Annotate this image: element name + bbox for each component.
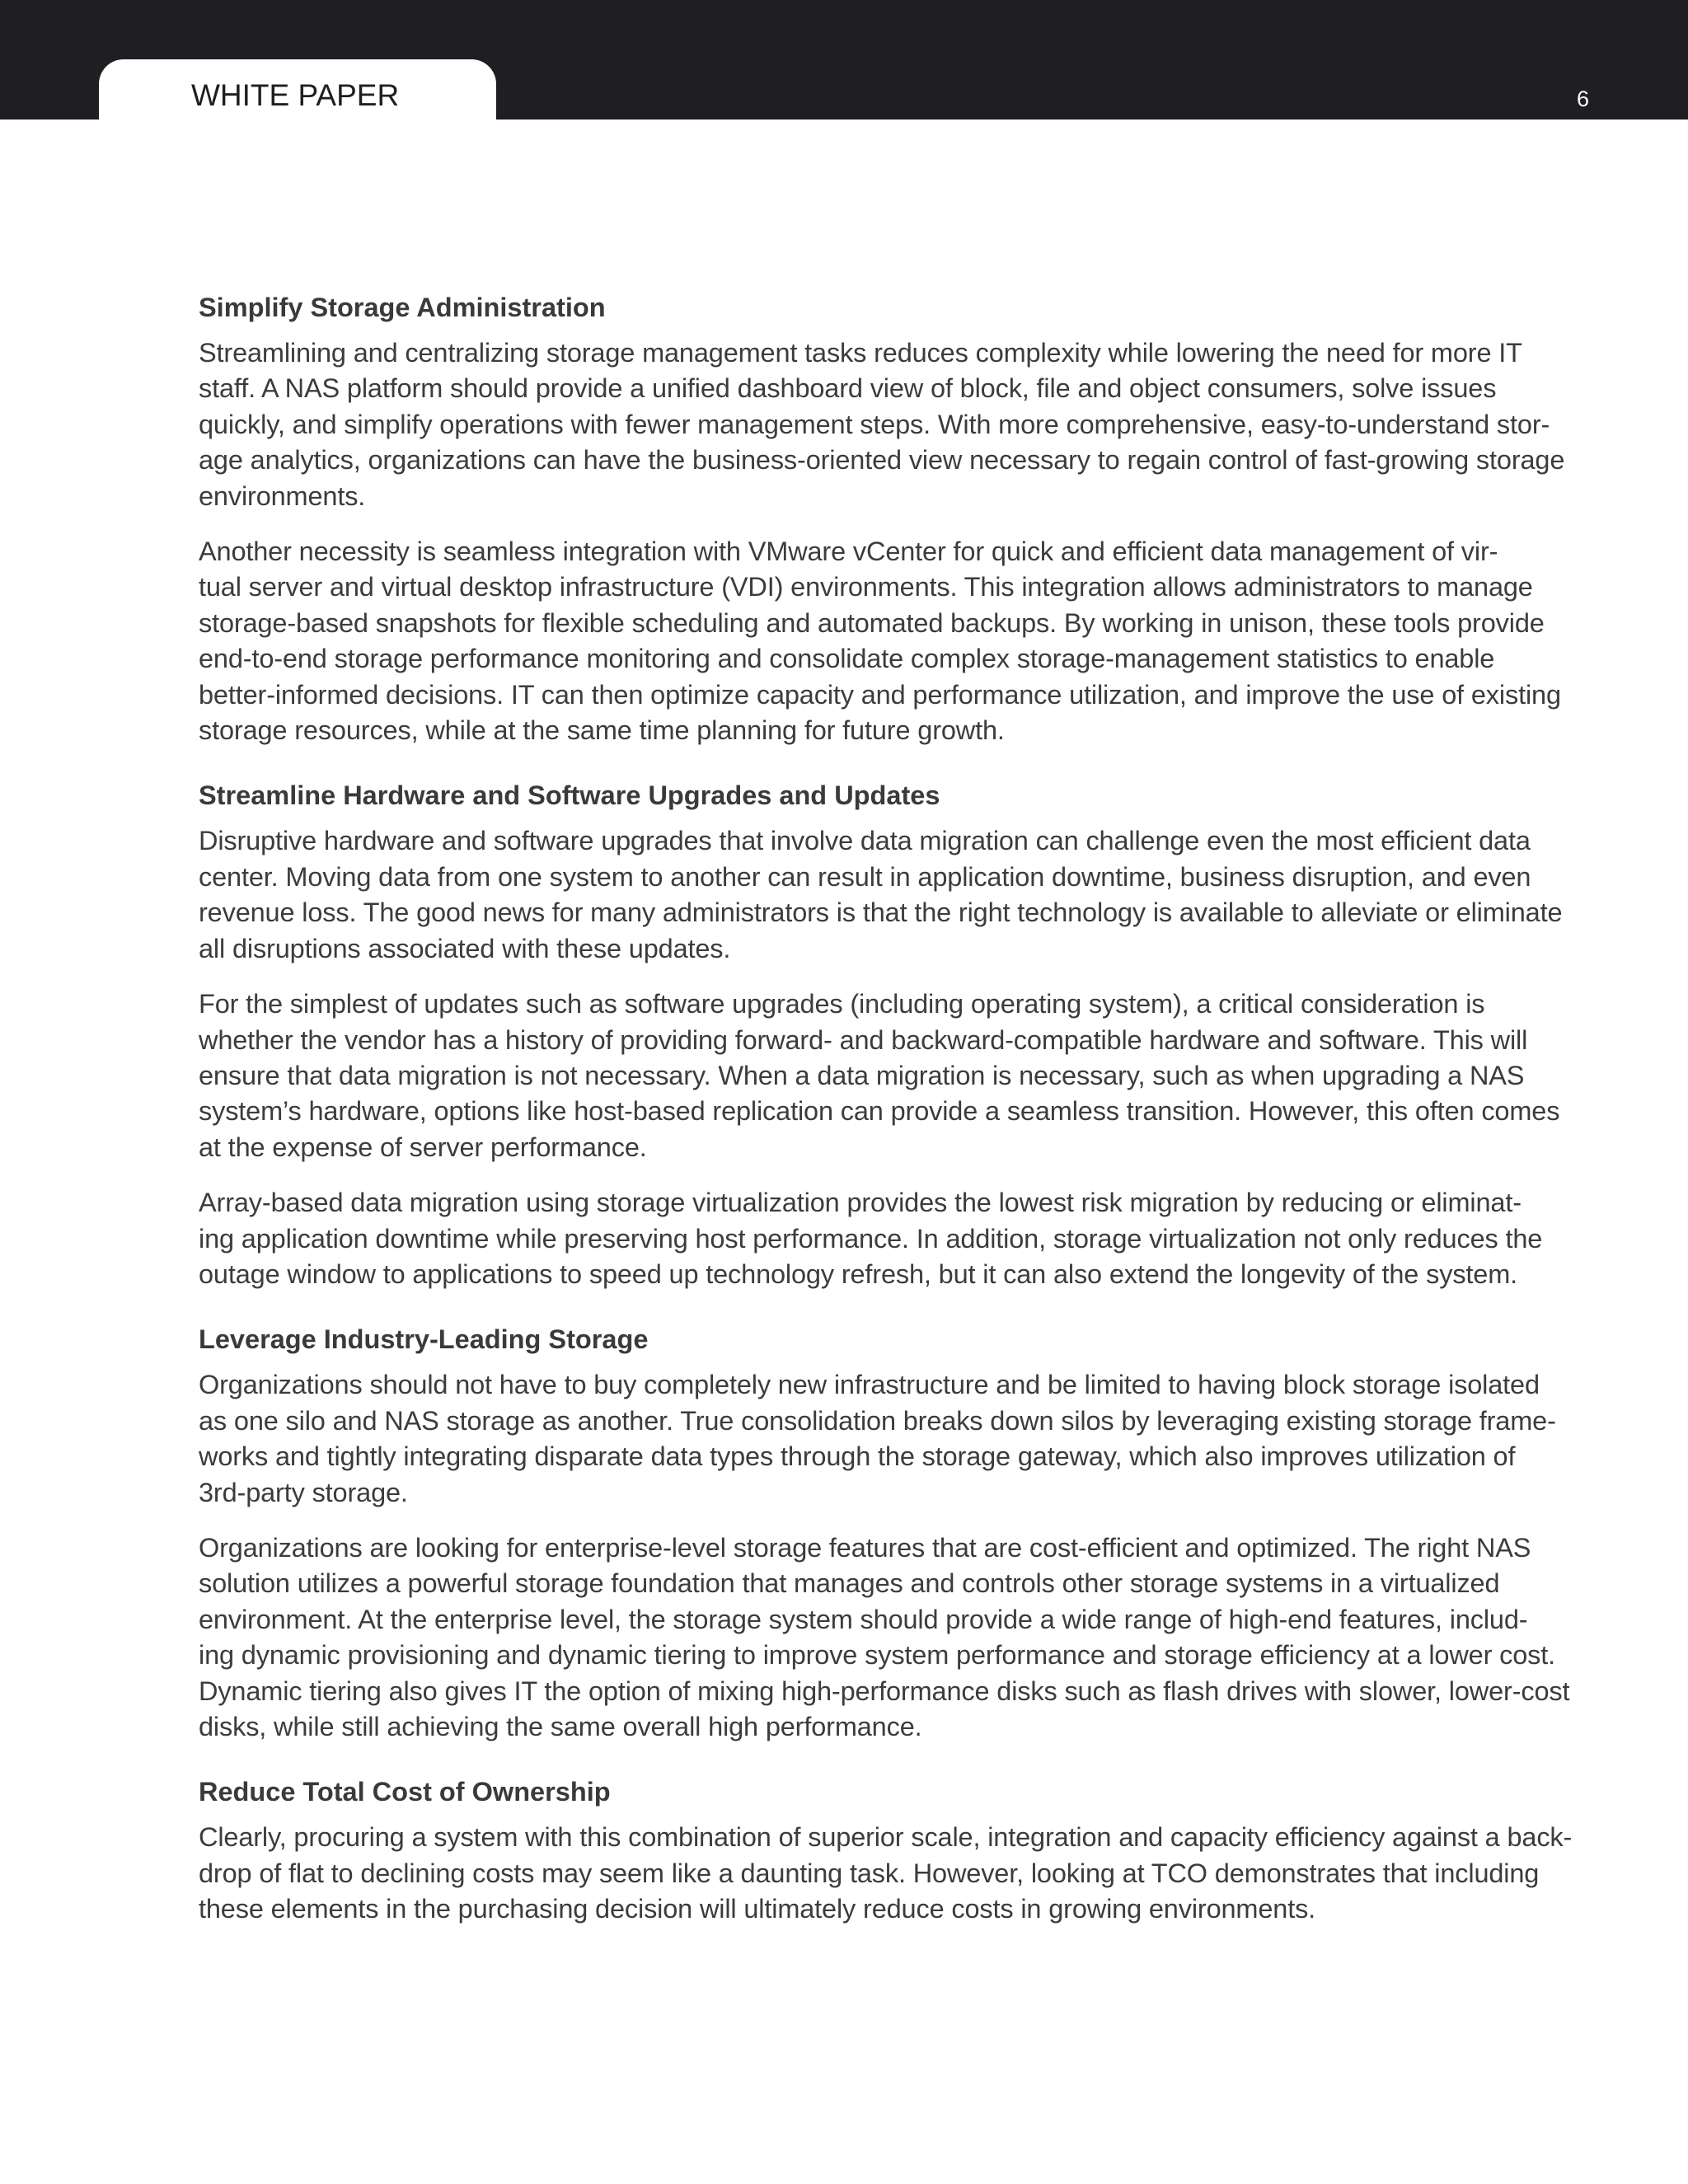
section-heading: Simplify Storage Administration (199, 293, 606, 322)
text-line: whether the vendor has a history of providing forward- and backward-compatible hardware and software. This will (199, 1024, 1528, 1055)
text-line: Dynamic tiering also gives IT the option of mixing high-performance disks such as flash drives with slower, lower-cost (199, 1675, 1570, 1706)
text-line: Array-based data migration using storage virtualization provides the lowest risk migration by reducing or eliminat- (199, 1188, 1522, 1218)
section-heading: Streamline Hardware and Software Upgrades and Updates (199, 780, 940, 811)
header-tab (99, 59, 496, 120)
paragraph (199, 987, 1583, 1165)
text-line: staff. A NAS platform should provide a unified dashboard view of block, file and object consumers, solve issues (199, 373, 1497, 404)
text-line: ing dynamic provisioning and dynamic tiering to improve system performance and storage efficiency at a lower cost. (199, 1640, 1556, 1671)
text-line: center. Moving data from one system to another can result in application downtime, business disruption, and even (199, 861, 1531, 892)
text-line: storage-based snapshots for flexible scheduling and automated backups. By working in unison, these tools provide (199, 607, 1545, 638)
section-heading: Leverage Industry-Leading Storage (199, 1324, 649, 1355)
document-type-label: WHITE PAPER (191, 78, 400, 112)
text-line: Organizations should not have to buy completely new infrastructure and be limited to having block storage isolated (199, 1370, 1540, 1400)
text-line: end-to-end storage performance monitoring and consolidate complex storage-management statistics to enable (199, 644, 1495, 674)
text-line: solution utilizes a powerful storage foundation that manages and controls other storage systems in a virtualized (199, 1568, 1500, 1599)
text-line: works and tightly integrating disparate data types through the storage gateway, which also improves utilization of (199, 1441, 1516, 1472)
section-heading: Reduce Total Cost of Ownership (199, 1777, 611, 1807)
text-line: drop of flat to declining costs may seem like a daunting task. However, looking at TCO demonstrates that including (199, 1858, 1540, 1888)
paragraph (199, 1820, 1583, 1927)
text-line: as one silo and NAS storage as another. True consolidation breaks down silos by leveraging existing storage frame- (199, 1405, 1556, 1436)
text-line: tual server and virtual desktop infrastructure (VDI) environments. This integration allows administrators to manage (199, 572, 1533, 602)
text-line: 3rd-party storage. (199, 1477, 408, 1507)
header-bar (0, 0, 1688, 120)
document-body (199, 290, 1583, 1928)
text-line: Another necessity is seamless integration with VMware vCenter for quick and efficient data management of vir- (199, 537, 1498, 567)
text-line: environments. (199, 480, 366, 511)
paragraph (199, 823, 1583, 967)
text-line: these elements in the purchasing decision will ultimately reduce costs in growing environments. (199, 1894, 1316, 1924)
text-line: storage resources, while at the same time planning for future growth. (199, 715, 1005, 746)
text-line: ing application downtime while preserving host performance. In addition, storage virtualization not only reduces the (199, 1223, 1543, 1254)
paragraph (199, 1185, 1583, 1292)
text-line: disks, while still achieving the same overall high performance. (199, 1712, 922, 1741)
text-line: at the expense of server performance. (199, 1132, 647, 1162)
text-line: all disruptions associated with these updates. (199, 933, 731, 963)
text-line: Clearly, procuring a system with this combination of superior scale, integration and capacity efficiency against a back- (199, 1822, 1573, 1853)
text-line: better-informed decisions. IT can then optimize capacity and performance utilization, and improve the use of existing (199, 679, 1561, 710)
paragraph (199, 1367, 1583, 1511)
text-line: age analytics, organizations can have the business-oriented view necessary to regain control of fast-growing storage (199, 445, 1565, 476)
page-number: 6 (1576, 87, 1589, 111)
text-line: Organizations are looking for enterprise-level storage features that are cost-efficient and optimized. The right NAS (199, 1532, 1531, 1563)
text-line: outage window to applications to speed up technology refresh, but it can also extend the longevity of the system. (199, 1258, 1518, 1289)
paragraph (199, 534, 1583, 748)
paragraph (199, 335, 1583, 514)
text-line: environment. At the enterprise level, the storage system should provide a wide range of high-end features, includ- (199, 1604, 1528, 1634)
text-line: ensure that data migration is not necessary. When a data migration is necessary, such as when upgrading a NAS (199, 1060, 1525, 1090)
paragraph (199, 1530, 1583, 1745)
text-line: revenue loss. The good news for many administrators is that the right technology is available to alleviate or eliminate (199, 898, 1563, 928)
text-line: For the simplest of updates such as software upgrades (including operating system), a critical consideration is (199, 989, 1485, 1019)
text-line: system’s hardware, options like host-based replication can provide a seamless transition. However, this often comes (199, 1096, 1560, 1127)
text-line: Disruptive hardware and software upgrades that involve data migration can challenge even the most efficient data (199, 826, 1531, 856)
text-line: Streamlining and centralizing storage management tasks reduces complexity while lowering the need for more IT (199, 338, 1522, 368)
text-line: quickly, and simplify operations with fewer management steps. With more comprehensive, easy-to-understand stor- (199, 409, 1550, 439)
